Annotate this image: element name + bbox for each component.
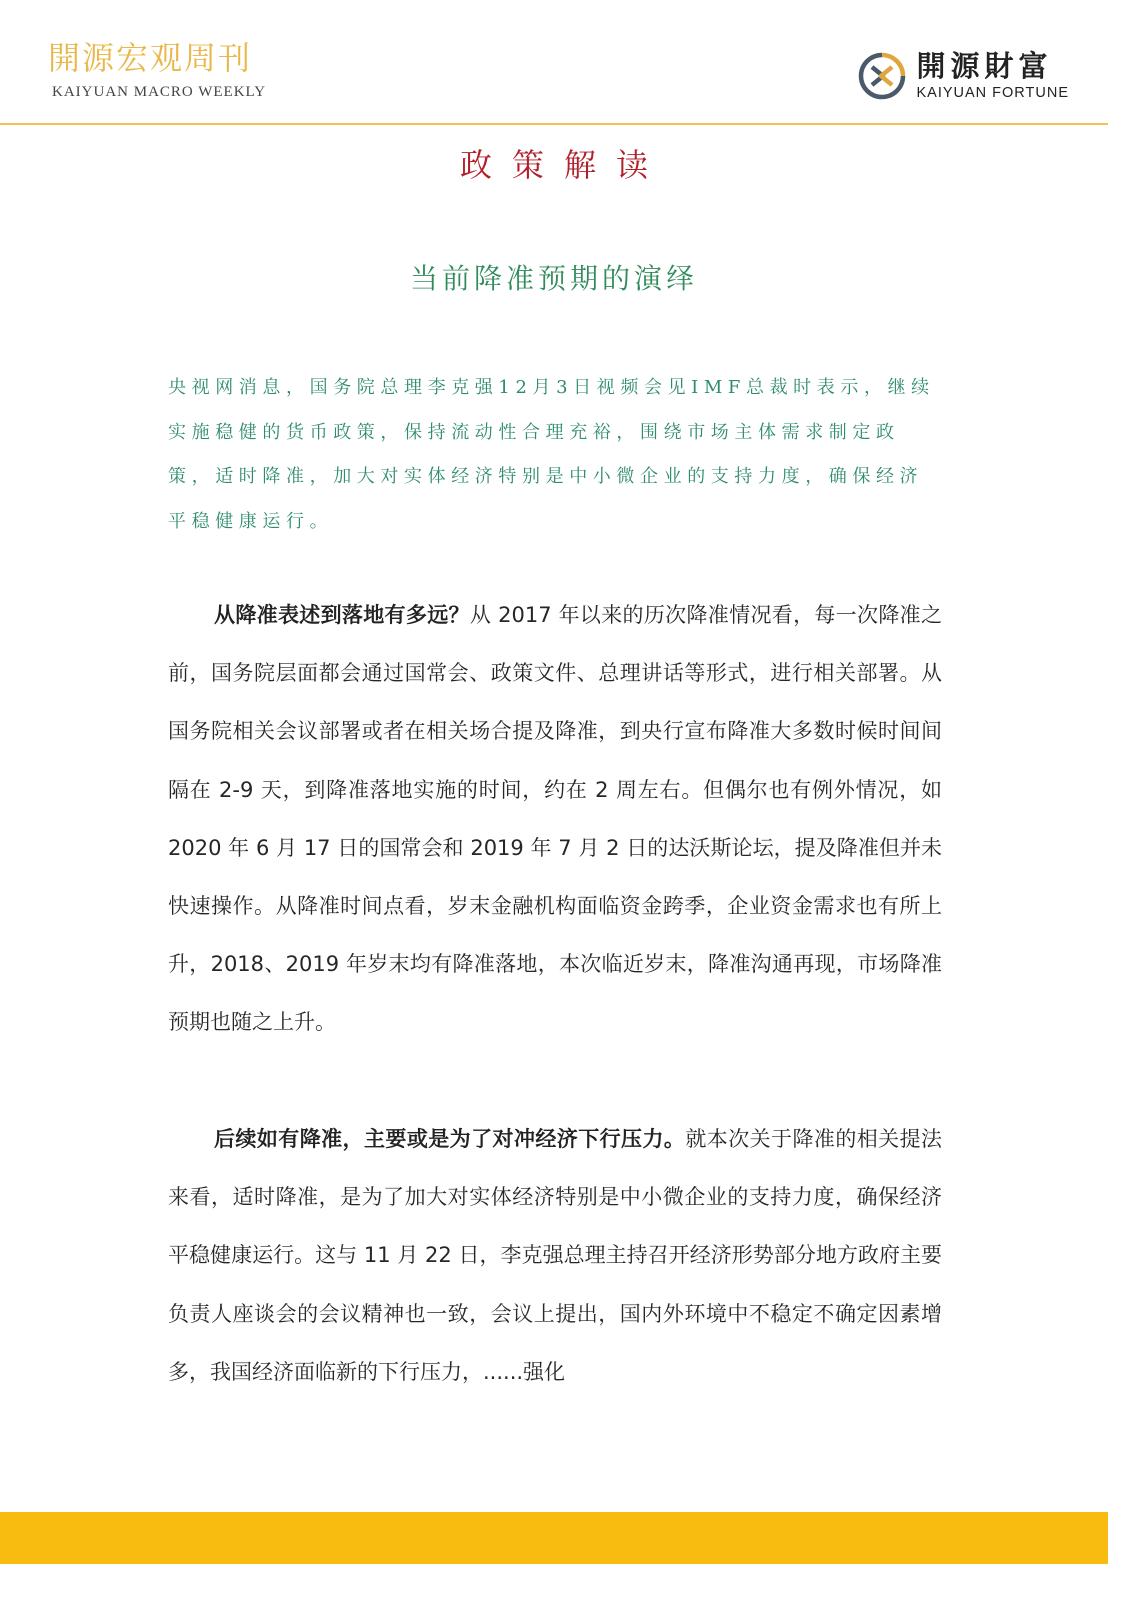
paragraph-2-text: 就本次关于降准的相关提法来看，适时降准，是为了加大对实体经济特别是中小微企业的支持力度，确保经济平稳健康运行。这与 11 月 22 日，李克强总理主持召开经济形势部分地方政府主要负责人座谈会的会议精神也一致，会议上提出，国内外环境中不稳定不确定因素增多，我国经济面临新的下行压力，......强化 [168, 1127, 943, 1384]
article-title: 当前降准预期的演绎 [409, 262, 698, 295]
publication-title: 開源宏观周刊 [48, 39, 253, 77]
paragraph-1-lead: 从降准表述到落地有多远？ [214, 603, 470, 627]
body-paragraph-1 [168, 586, 942, 1052]
logo-name-cn: 開源財富 [916, 49, 1053, 83]
paragraph-2-lead: 后续如有降准，主要或是为了对冲经济下行压力。 [214, 1127, 686, 1151]
publication-subtitle: KAIYUAN MACRO WEEKLY [52, 84, 267, 100]
section-title: 政策解读 [459, 146, 668, 184]
header-divider [0, 123, 1108, 125]
kaiyuan-logo-icon [858, 52, 906, 100]
kaiyuan-fortune-logo [858, 49, 1069, 101]
body-paragraph-2 [168, 1110, 942, 1401]
footer-bar [0, 1512, 1108, 1564]
publication-header [48, 38, 266, 101]
news-quote: 央视网消息，国务院总理李克强12月3日视频会见IMF总裁时表示，继续实施稳健的货币政策，保持流动性合理充裕，围绕市场主体需求制定政策，适时降准，加大对实体经济特别是中小微企业的支持力度，确保经济平稳健康运行。 [168, 377, 935, 532]
logo-name-en: KAIYUAN FORTUNE [916, 85, 1069, 101]
paragraph-1-text: 从 2017 年以来的历次降准情况看，每一次降准之前，国务院层面都会通过国常会、政策文件、总理讲话等形式，进行相关部署。从国务院相关会议部署或者在相关场合提及降准，到央行宣布降准大多数时候时间间隔在 2-9 天，到降准落地实施的时间，约在 2 周左右。但偶尔也有例外情况，如 2020 年 6 月 17 日的国常会和 2019 年 7 月 2 日的达沃斯论坛，提及降准但并未快速操作。从降准时间点看，岁末金融机构面临资金跨季，企业资金需求也有所上升，2018、2019 年岁末均有降准落地，本次临近岁末，降准沟通再现，市场降准预期也随之上升。 [168, 603, 942, 1035]
